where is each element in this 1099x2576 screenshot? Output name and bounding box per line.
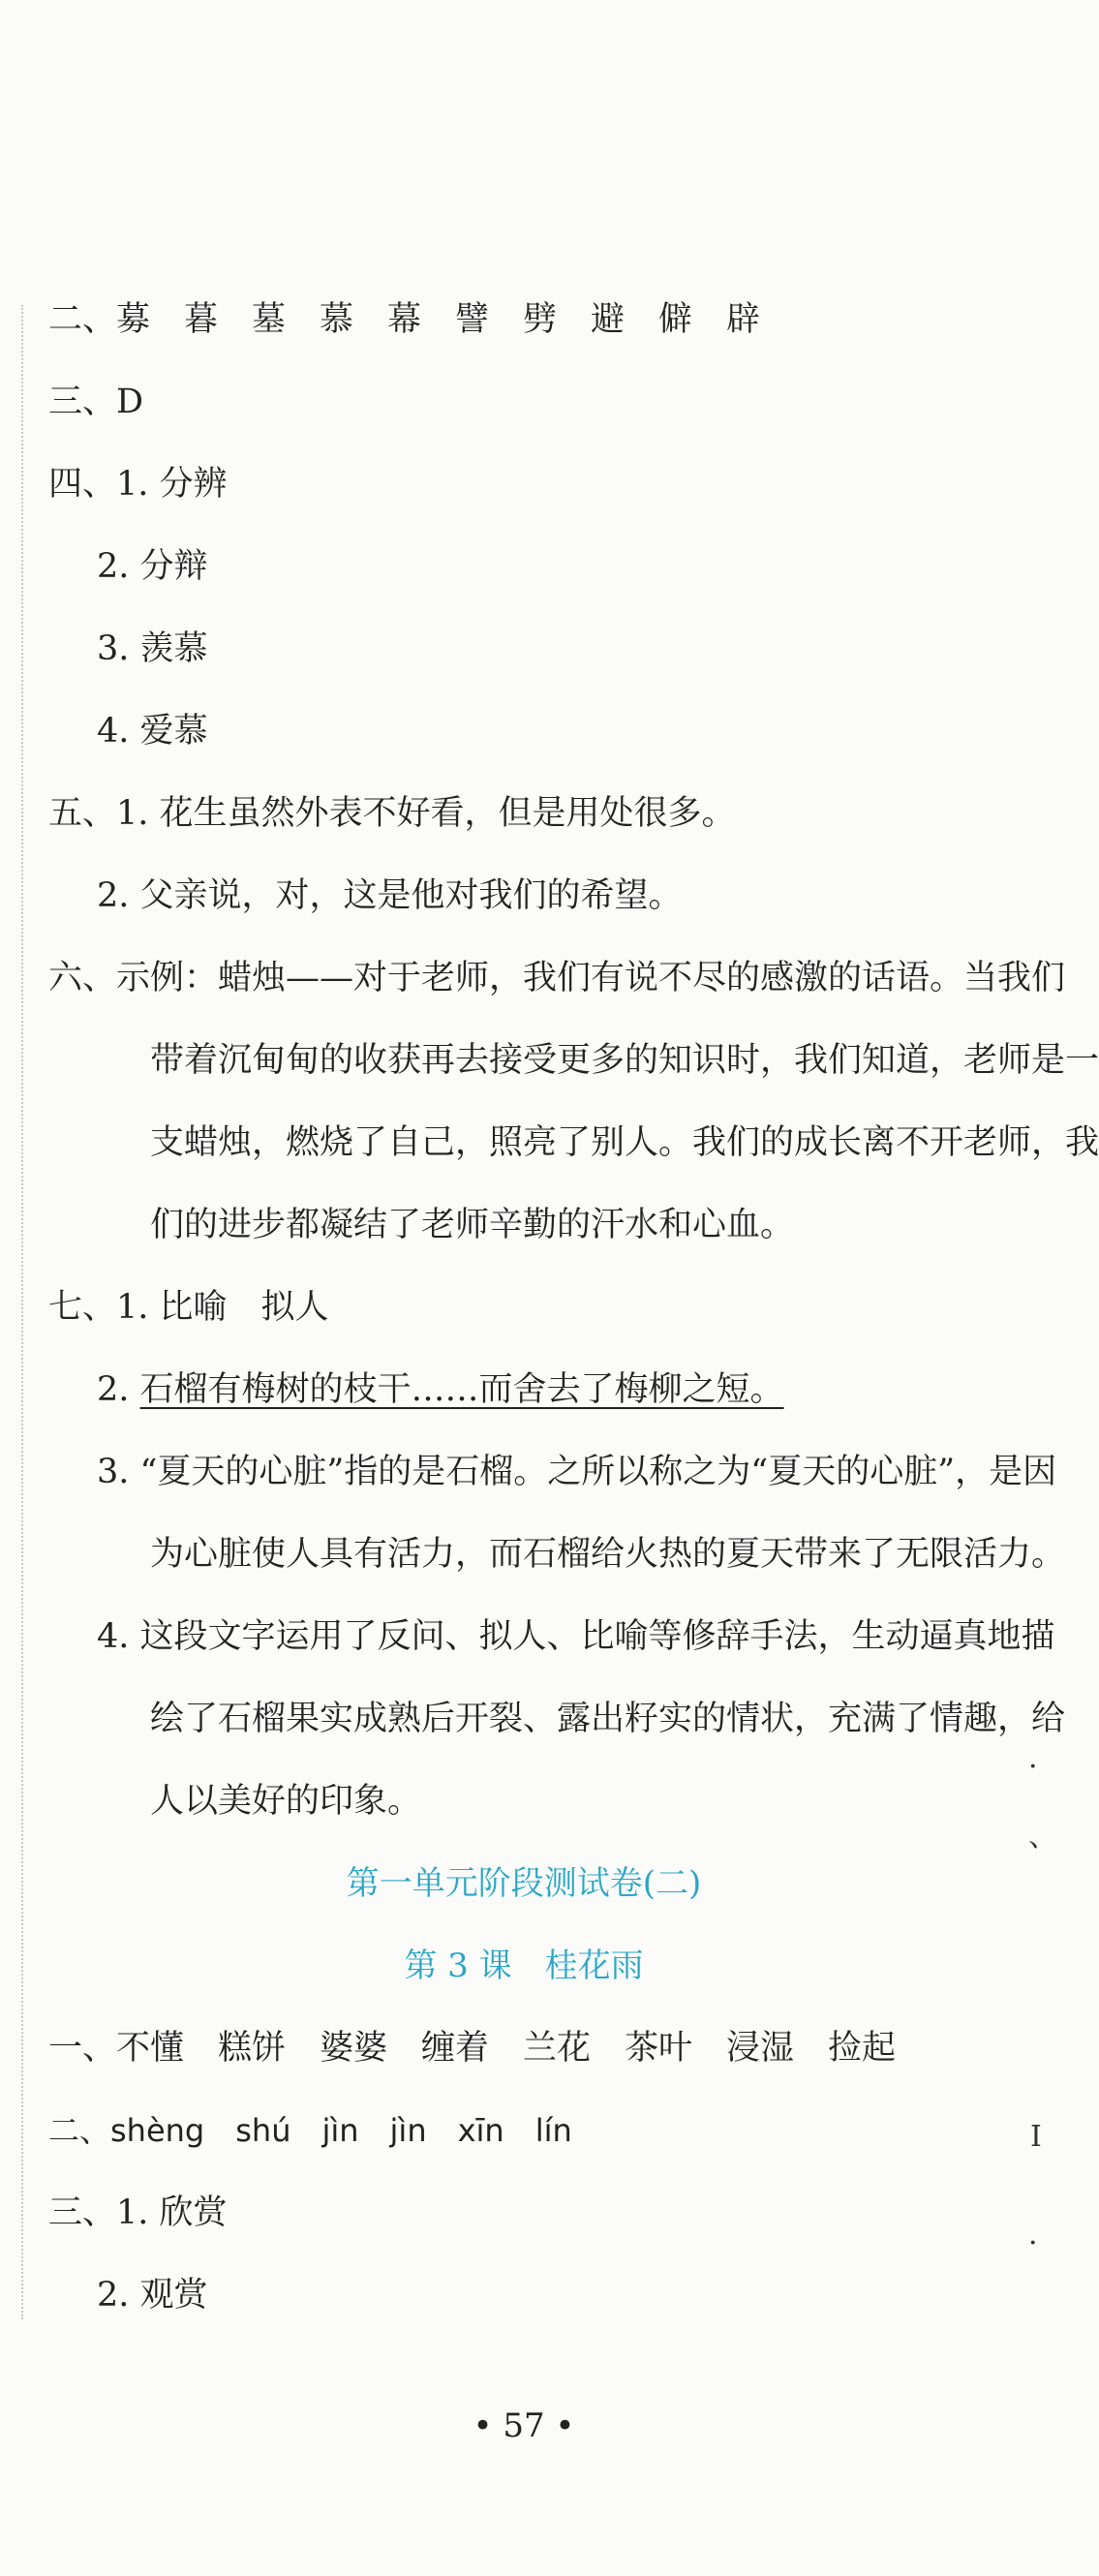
answer-line-7-1: 七、1. 比喻 拟人 xyxy=(48,1288,329,1327)
answer-line-4-2: 2. 分辩 xyxy=(97,547,208,586)
answer-line-4-4: 4. 爱慕 xyxy=(97,712,208,751)
answer-line-7-4: 4. 这段文字运用了反问、拟人、比喻等修辞手法，生动逼真地描 xyxy=(97,1617,1055,1656)
answer-line-4-1: 四、1. 分辨 xyxy=(48,465,228,504)
answer-line-2: 二、募 暮 墓 慕 幕 譬 劈 避 僻 辟 xyxy=(48,300,761,339)
lesson-answer-line-3-2: 2. 观赏 xyxy=(97,2276,208,2315)
lesson-answer-line-2: 二、shèng shú jìn jìn xīn lín xyxy=(48,2112,572,2149)
edge-fragment: · xyxy=(1028,1750,1038,1784)
answer-line-3: 三、D xyxy=(48,383,144,421)
edge-fragment: · xyxy=(1028,2226,1038,2260)
answer-line-5-1: 五、1. 花生虽然外表不好看，但是用处很多。 xyxy=(48,794,736,833)
answer-line-5-2: 2. 父亲说，对，这是他对我们的希望。 xyxy=(97,876,683,915)
answer-line-6: 六、示例：蜡烛——对于老师，我们有说不尽的感激的话语。当我们 xyxy=(48,959,1066,997)
answer-line-6-cont-3: 们的进步都凝结了老师辛勤的汗水和心血。 xyxy=(150,1206,795,1244)
answer-line-7-3: 3. “夏天的心脏”指的是石榴。之所以称之为“夏天的心脏”，是因 xyxy=(97,1453,1057,1491)
answer-line-7-4-cont-1: 绘了石榴果实成熟后开裂、露出籽实的情状，充满了情趣，给 xyxy=(150,1700,1066,1738)
answer-line-6-cont-2: 支蜡烛，燃烧了自己，照亮了别人。我们的成长离不开老师，我 xyxy=(150,1123,1099,1162)
lesson-answer-line-3-1: 三、1. 欣赏 xyxy=(48,2193,228,2232)
page-number: • 57 • xyxy=(473,2407,575,2445)
lesson-answer-line-1: 一、不懂 糕饼 婆婆 缠着 兰花 茶叶 浸湿 捡起 xyxy=(48,2029,897,2068)
edge-fragment: Ⅰ xyxy=(1030,2120,1042,2154)
answer-number: 2. xyxy=(97,1370,130,1409)
answer-line-4-3: 3. 羡慕 xyxy=(97,629,208,668)
section-heading: 第一单元阶段测试卷(二) xyxy=(346,1864,702,1903)
answer-line-7-4-cont-2: 人以美好的印象。 xyxy=(150,1782,422,1821)
answer-line-7-3-cont: 为心脏使人具有活力，而石榴给火热的夏天带来了无限活力。 xyxy=(150,1535,1066,1574)
edge-fragment: 、 xyxy=(1028,1820,1057,1854)
underlined-answer: 石榴有梅树的枝干……而舍去了梅柳之短。 xyxy=(139,1370,784,1409)
answer-line-7-2 xyxy=(97,1370,784,1409)
binding-margin-line xyxy=(21,305,23,2319)
lesson-heading: 第 3 课 桂花雨 xyxy=(404,1947,644,1985)
answer-line-6-cont-1: 带着沉甸甸的收获再去接受更多的知识时，我们知道，老师是一 xyxy=(150,1041,1099,1080)
